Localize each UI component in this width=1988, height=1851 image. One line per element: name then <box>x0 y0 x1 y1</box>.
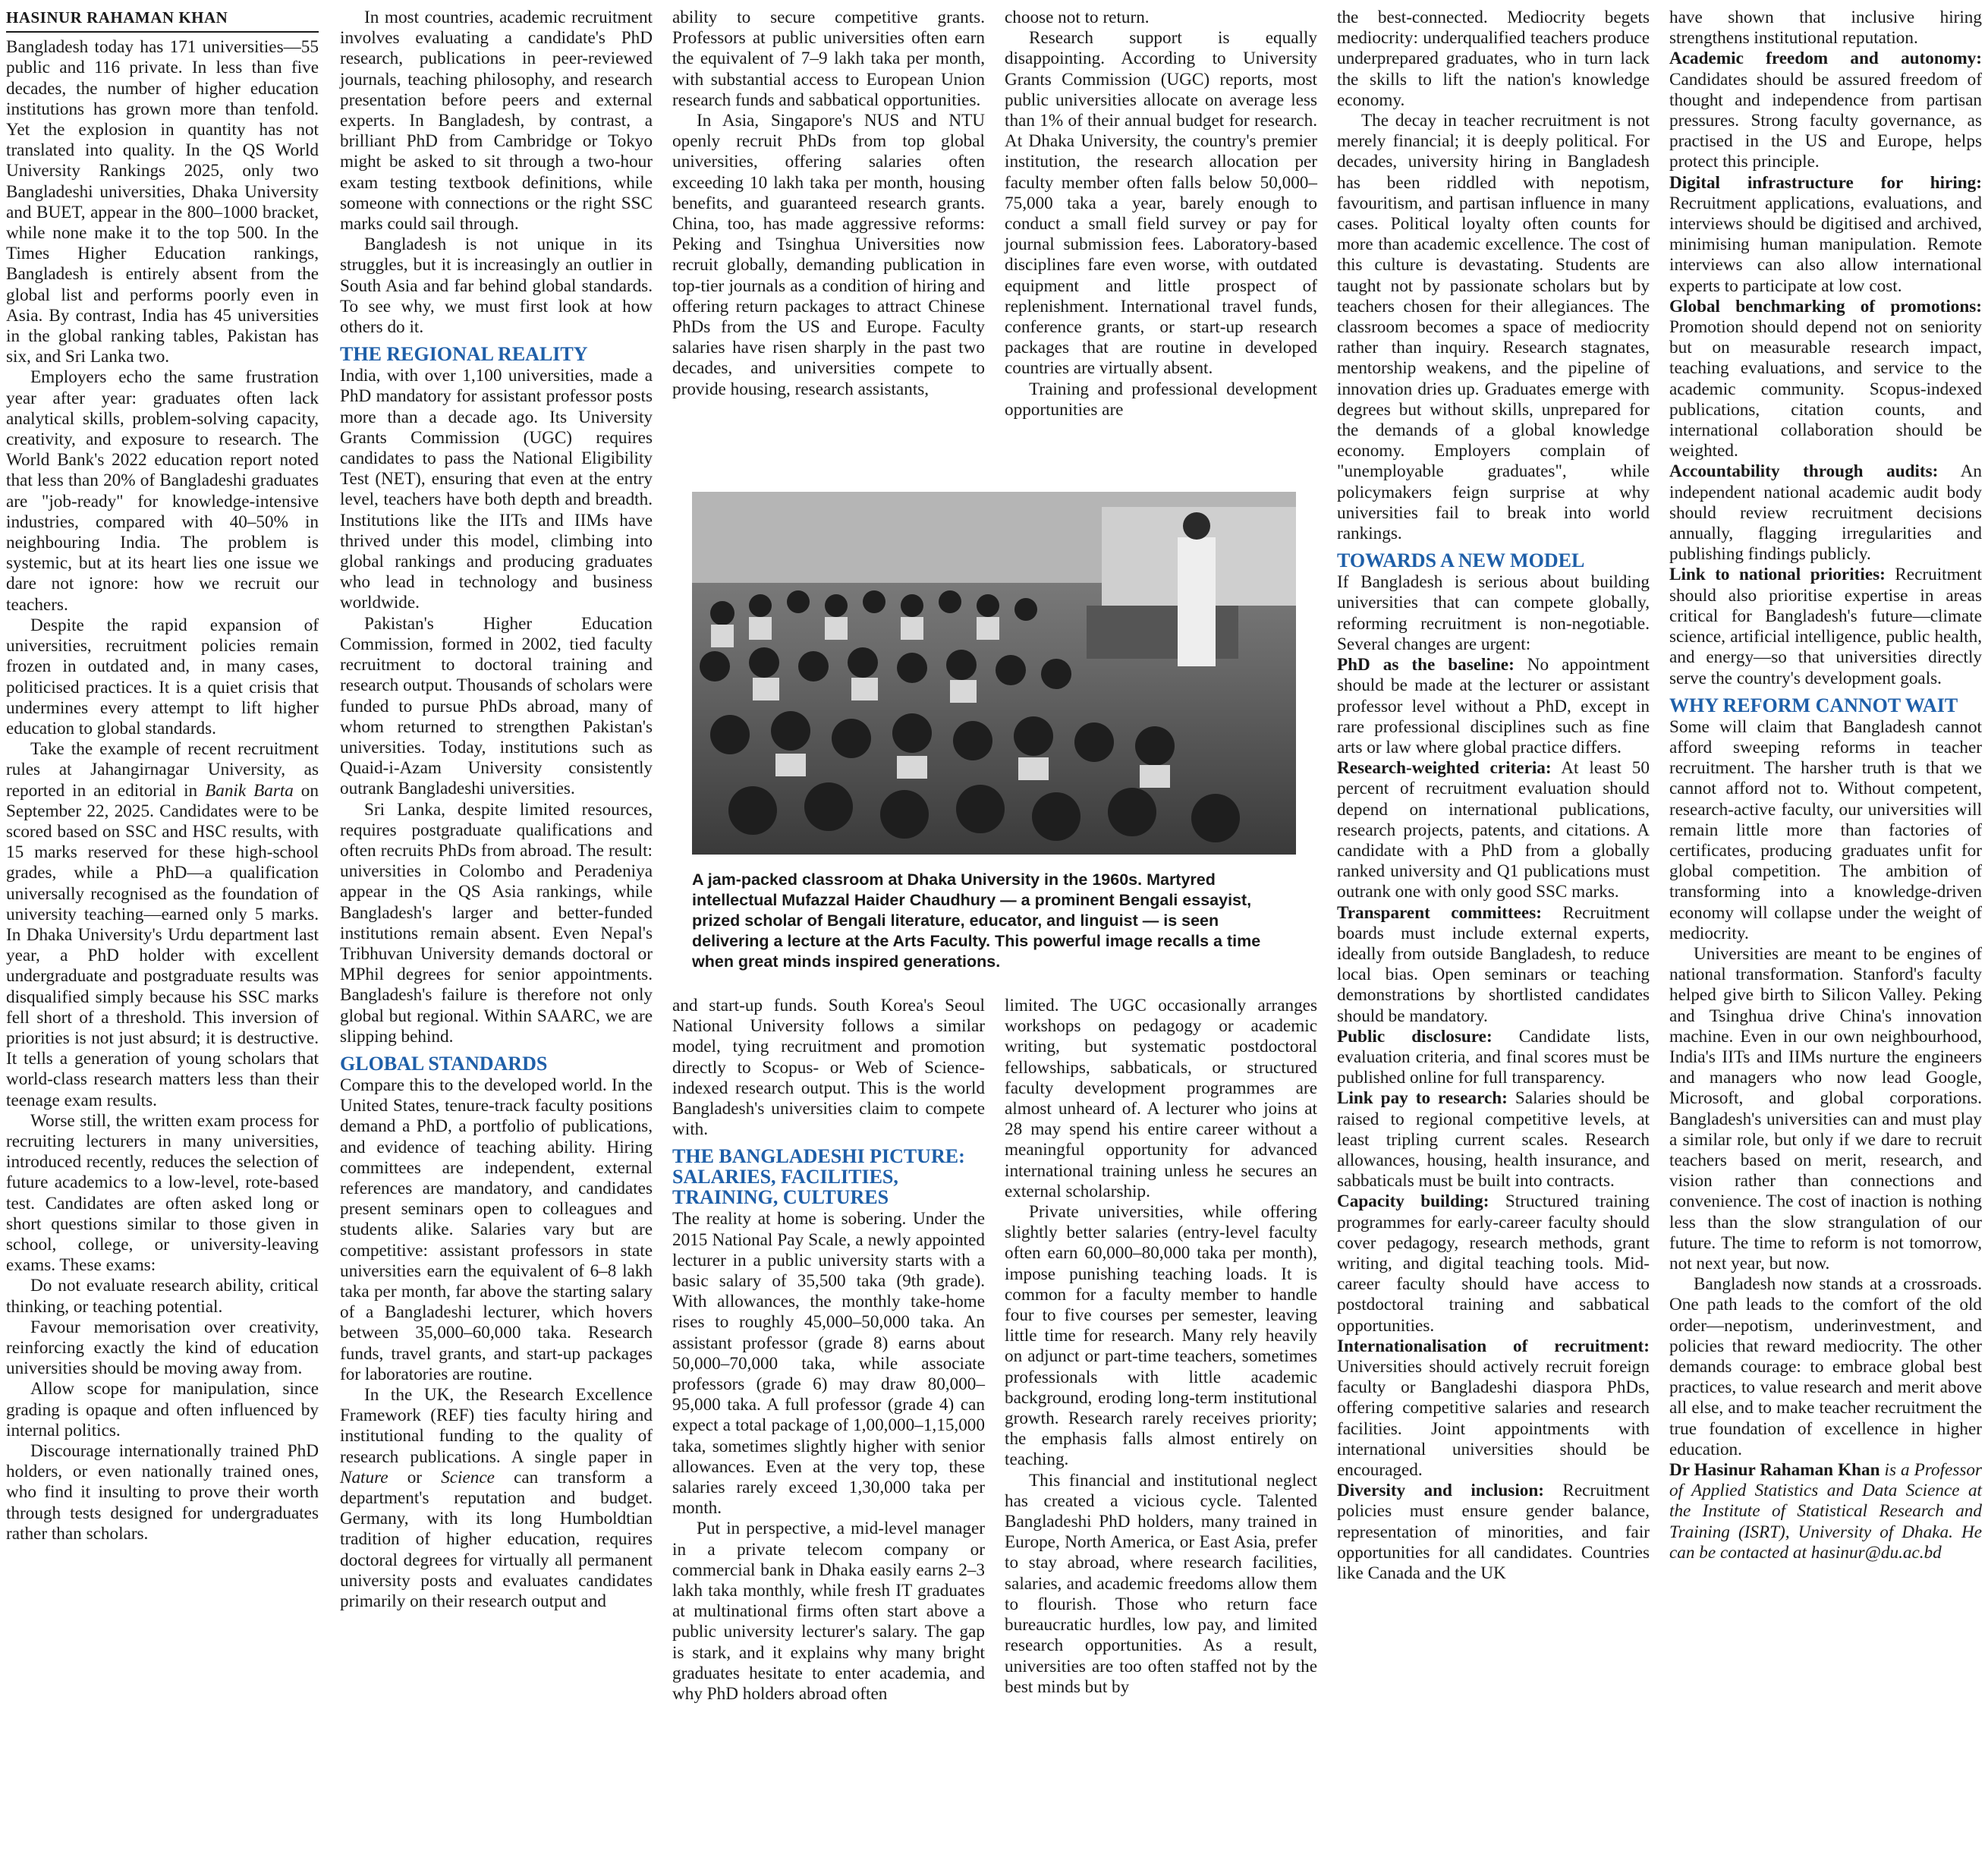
item-text: Candidates should be assured freedom of thought and independence from partisan pressures. Strong faculty governance, as practised in the US and Europe, helps protect this principle. <box>1669 69 1982 172</box>
item-lead: Capacity building: <box>1337 1192 1489 1212</box>
item-text: No appointment should be made at the lecturer or assistant professor level without a PhD, except in rare professional disciplines such as fine arts or law where global practice differs. <box>1337 655 1650 757</box>
item-lead: Digital infrastructure for hiring: <box>1669 172 1982 193</box>
item-lead: Accountability through audits: <box>1669 461 1939 482</box>
paragraph: Worse still, the written exam process for recruiting lecturers in many universities, introduced recently, reduces the selection of future academics to a low-level, rote-based test. Candidates are often asked long or short questions similar to those given in school, college, or university-leaving exams. These exams: <box>6 1110 319 1276</box>
byline: HASINUR RAHAMAN KHAN <box>6 8 319 33</box>
paragraph <box>6 739 319 1111</box>
paragraph: Research support is equally disappointing. According to University Grants Commission (UGC) reports, most public universities allocate on average less than 1% of their annual budget for research. At Dhaka University, the country's premier institution, the research allocation per faculty member often falls below 50,000–75,000 taka a year, barely enough to conduct a small field survey or pay for journal submission fees. Laboratory-based disciplines fare even worse, with outdated equipment and little prospect of replenishment. International travel funds, conference grants, or start-up research packages that are routine in developed countries are virtually absent. <box>1005 28 1317 379</box>
paragraph: Some will claim that Bangladesh cannot afford sweeping reforms in teacher recruitment. The harsher truth is that we cannot afford not to. Without competent, research-active faculty, our universities will remain little more than factories of certificates, producing graduates unfit for global competition. The ambition of transforming into a knowledge-driven economy will collapse under the weight of mediocrity. <box>1669 716 1982 943</box>
item-lead: Transparent committees: <box>1337 902 1542 923</box>
paragraph: Pakistan's Higher Education Commission, formed in 2002, tied faculty recruitment to doctoral training and research output. Thousands of scholars were funded to pursue PhDs abroad, many of whom returned to strengthen Pakistan's universities. Today, institutions such as Quaid-i-Azam University consistently outrank Bangladeshi universities. <box>340 613 653 799</box>
section-heading: GLOBAL STANDARDS <box>340 1052 548 1075</box>
list-item <box>1337 758 1650 902</box>
list-item <box>1337 1027 1650 1089</box>
paragraph: have shown that inclusive hiring strengthens institutional reputation. <box>1669 8 1982 49</box>
section-heading: THE BANGLADESHI PICTURE: SALARIES, FACILITIES, TRAINING, CULTURES <box>672 1145 965 1209</box>
column-3-bottom <box>672 996 985 1705</box>
paragraph: India, with over 1,100 universities, made a PhD mandatory for assistant professor posts more than a decade ago. Its University Grants Commission (UGC) requires candidates to pass the National Eligibility Test (NET), ensuring that even at the entry level, teachers have both depth and breadth. Institutions like the IITs and IIMs have thrived under this model, climbing into global rankings and producing graduates who lead in technology and business worldwide. <box>340 366 653 613</box>
list-item <box>1337 1088 1650 1192</box>
author-bio <box>1669 1460 1982 1563</box>
item-lead: PhD as the baseline: <box>1337 655 1515 675</box>
paragraph: limited. The UGC occasionally arranges workshops on pedagogy or academic writing, but systematic postdoctoral fellowships, sabbaticals, or structured faculty development programmes are almost unheard of. A lecturer who joins at 28 may spend his entire career without a meaningful opportunity for advanced international training unless he secures an external scholarship. <box>1005 996 1317 1201</box>
item-text: Recruitment applications, evaluations, and interviews should be digitised and archived, minimising human manipulation. Remote interviews can also allow international experts to participate at low cost. <box>1669 193 1982 296</box>
list-item <box>1337 903 1650 1027</box>
text-span: or <box>388 1467 442 1487</box>
column-4-top <box>1005 8 1317 420</box>
author-name: Dr Hasinur Rahaman Khan <box>1669 1460 1880 1481</box>
paragraph: ability to secure competitive grants. Professors at public universities often earn the equivalent of 7–9 lakh taka per month, with substantial access to European Union research funds and sabbatical opportunities. <box>672 8 985 110</box>
paragraph <box>340 1385 653 1612</box>
text-span: In the UK, the Research Excellence Framework (REF) ties faculty hiring and institutional funding to the quality of research publications. A single paper in <box>340 1385 653 1467</box>
paragraph: The decay in teacher recruitment is not merely financial; it is deeply political. For decades, university hiring in Bangladesh has been riddled with nepotism, favouritism, and partisan influence in many cases. Political loyalty often counts for more than academic excellence. The cost of this culture is devastating. Students are taught not by passionate scholars but by teachers chosen for their allegiances. The classroom becomes a space of mediocrity rather than inquiry. Research stagnates, mentorship weakens, and the pipeline of innovation dries up. Graduates emerge with degrees but without skills, unprepared for the demands of a global knowledge economy. Employers complain of "unemployable graduates", while policymakers feign surprise at why universities fail to break into world rankings. <box>1337 111 1650 544</box>
paragraph: the best-connected. Mediocrity begets mediocrity: underqualified teachers produce underprepared graduates, who in turn lack the skills to lift the nation's knowledge economy. <box>1337 8 1650 110</box>
journal-title: Science <box>441 1467 495 1487</box>
item-lead: Link pay to research: <box>1337 1088 1508 1109</box>
column-6 <box>1669 8 1982 1563</box>
list-item: Allow scope for manipulation, since grading is opaque and often influenced by internal politics. <box>6 1379 319 1440</box>
list-item <box>1337 1336 1650 1481</box>
paragraph: Private universities, while offering slightly better salaries (entry-level faculty often earn 60,000–80,000 taka per month), impose punishing teaching loads. It is common for a faculty member to handle four to five courses per semester, leaving little time for research. Many rely heavily on adjunct or part-time teachers, sometimes professionals with little academic background, eroding long-term institutional growth. Research rarely receives priority; the emphasis falls almost entirely on teaching. <box>1005 1202 1317 1470</box>
item-lead: Academic freedom and autonomy: <box>1669 49 1982 69</box>
list-item: Discourage internationally trained PhD holders, or even nationally trained ones, who find it insulting to prove their worth through tests designed for undergraduates rather than scholars. <box>6 1441 319 1544</box>
paragraph: Training and professional development opportunities are <box>1005 379 1317 420</box>
item-lead: Public disclosure: <box>1337 1026 1493 1047</box>
classroom-photo <box>692 492 1296 855</box>
text-span: on September 22, 2025. Candidates were to be scored based on SSC and HSC results, with 15 marks reserved for these high-school grades, while a PhD—a qualification universally recognised as the foundation of university teaching—earned only 5 marks. In Dhaka University's Urdu department last year, a PhD holder with excellent undergraduate and postgraduate results was disqualified simply because his SSC marks fell short of a threshold. This inversion of priorities is not just absurd; it is destructive. It tells a generation of young scholars that world-class research matters less than their teenage exam results. <box>6 780 319 1110</box>
paragraph: If Bangladesh is serious about building universities that can compete globally, reforming recruitment is non-negotiable. Several changes are urgent: <box>1337 572 1650 654</box>
column-3-top <box>672 8 985 400</box>
item-lead: Diversity and inclusion: <box>1337 1481 1544 1501</box>
list-item <box>1337 1481 1650 1584</box>
item-lead: Research-weighted criteria: <box>1337 758 1552 779</box>
item-text: Promotion should depend not on seniority but on measurable research impact, teaching evaluations, and service to the academic community. Scopus-indexed publications, citation counts, and international collaboration should be weighted. <box>1669 317 1982 461</box>
paragraph: Bangladesh is not unique in its struggles, but it is increasingly an outlier in South Asia and far behind global standards. To see why, we must first look at how others do it. <box>340 235 653 338</box>
item-lead: Link to national priorities: <box>1669 565 1886 585</box>
list-item <box>1669 49 1982 172</box>
text-span: can transform a department's reputation and budget. Germany, with its long Humboldtian tradition of higher education, requires doctoral degrees for virtually all permanent university posts and evaluates candidates primarily on their research output and <box>340 1467 653 1612</box>
column-2 <box>340 8 653 1612</box>
paragraph: Despite the rapid expansion of universities, recruitment policies remain frozen in outdated and, in many cases, politicised practices. It is a quiet crisis that undermines every attempt to lift higher education to global standards. <box>6 615 319 738</box>
item-text: Recruitment boards must include external experts, ideally from outside Bangladesh, to reduce local bias. Open seminars or teaching demonstrations by shortlisted candidates should be mandatory. <box>1337 902 1650 1026</box>
source-title: Banik Barta <box>205 780 294 801</box>
paragraph: Universities are meant to be engines of national transformation. Stanford's faculty helped give birth to Silicon Valley. Peking and Tsinghua drive China's innovation machine. Even in our own neighbourhood, India's IITs and IIMs nurture the engineers and managers who now lead Google, Microsoft, and global corporations. Bangladesh's universities can and must play a similar role, but only if we dare to recruit teachers based on merit, research, and vision rather than connections and convenience. The cost of inaction is nothing less than the slow strangulation of our future. The time to reform is not tomorrow, not next year, but now. <box>1669 943 1982 1273</box>
section-heading: WHY REFORM CANNOT WAIT <box>1669 694 1958 716</box>
item-text: Recruitment policies must ensure gender balance, representation of minorities, and fair opportunities for all candidates. Countries like Canada and the UK <box>1337 1481 1650 1584</box>
paragraph: Bangladesh today has 171 universities—55 public and 116 private. In less than five decades, the number of higher education institutions has grown more than tenfold. Yet the explosion in quantity has not translated into quality. In the QS World University Rankings 2025, only two Bangladeshi universities, Dhaka University and BUET, appear in the 800–1000 bracket, while none make it to the top 500. In the Times Higher Education rankings, Bangladesh is entirely absent from the global list and performs poorly even in Asia. By contrast, India has 45 universities in the global ranking tables, Pakistan has six, and Sri Lanka two. <box>6 37 319 367</box>
section-heading: THE REGIONAL REALITY <box>340 343 588 366</box>
list-item <box>1669 565 1982 688</box>
paragraph: Compare this to the developed world. In the United States, tenure-track faculty positions demand a PhD, a portfolio of publications, and evidence of teaching ability. Hiring committees are independent, external references are mandatory, and candidates present seminars open to colleagues and students alike. Salaries vary but are competitive: assistant professors in state universities earn the equivalent of 6–8 lakh taka per month, far above the starting salary of a Bangladeshi lecturer, which hovers between 35,000–60,000 taka. Research funds, travel grants, and start-up packages for laboratories are routine. <box>340 1075 653 1384</box>
author-bio-text: is a Professor of Applied Statistics and Data Science at the Institute of Statistical Research and Training (ISRT), University of Dhaka. He can be contacted at hasinur@du.ac.bd <box>1669 1460 1982 1563</box>
paragraph: The reality at home is sobering. Under the 2015 National Pay Scale, a newly appointed lecturer in a public university starts with a basic salary of 35,500 taka (9th grade). With allowances, the monthly take-home rises to roughly 45,000–50,000 taka. An assistant professor (grade 8) earns about 50,000–70,000 taka, while associate professors (grade 6) may draw 80,000–95,000 taka. A full professor (grade 4) can expect a total package of 1,00,000–1,15,000 taka, sometimes slightly higher with senior allowances. Even at the very top, these salaries rarely exceed 1,30,000 taka per month. <box>672 1209 985 1519</box>
paragraph: Sri Lanka, despite limited resources, requires postgraduate qualifications and often recruits PhDs from abroad. The result: universities in Colombo and Peradeniya appear in the QS Asia rankings, while Bangladesh's larger and better-funded institutions remain absent. Even Nepal's Tribhuvan University demands doctoral or MPhil degrees for senior appointments. Bangladesh's failure is therefore not only global but regional. Within SAARC, we are slipping behind. <box>340 799 653 1047</box>
column-1 <box>6 8 319 1544</box>
paragraph: choose not to return. <box>1005 8 1150 27</box>
list-item: Favour memorisation over creativity, reinforcing exactly the kind of education universities should be moving away from. <box>6 1317 319 1379</box>
text-span: Take the example of recent recruitment rules at Jahangirnagar University, as reported in an editorial in <box>6 739 319 801</box>
list-item <box>1669 461 1982 565</box>
list-item <box>1337 1192 1650 1336</box>
item-text: Salaries should be raised to regional competitive levels, at least tripling current scales. Research allowances, housing, health insurance, and sabbaticals must be built into contracts. <box>1337 1088 1650 1192</box>
journal-title: Nature <box>340 1467 388 1487</box>
item-lead: Internationalisation of recruitment: <box>1337 1336 1650 1356</box>
column-4-bottom <box>1005 996 1317 1698</box>
item-lead: Global benchmarking of promotions: <box>1669 296 1982 316</box>
photo-caption: A jam-packed classroom at Dhaka University in the 1960s. Martyred intellectual Mufazzal Haider Chaudhury — a prominent Bengali essayist, prized scholar of Bengali literature, educator, and linguist — is seen delivering a lecture at the Arts Faculty. This powerful image recalls a time when great minds inspired generations. <box>692 870 1261 971</box>
list-item <box>1669 173 1982 297</box>
paragraph: Put in perspective, a mid-level manager in a private telecom company or commercial bank in Dhaka easily earns 2–3 lakh taka monthly, while fresh IT graduates at multinational firms often start above a public university lecturer's salary. The gap is stark, and it explains why many bright graduates hesitate to enter academia, and why PhD holders abroad often <box>672 1519 985 1705</box>
paragraph: In Asia, Singapore's NUS and NTU openly recruit PhDs from top global universities, offering salaries often exceeding 10 lakh taka per month, housing benefits, and guaranteed research grants. China, too, has made aggressive reforms: Peking and Tsinghua Universities now recruit globally, demanding publication in top-tier journals as a condition of hiring and offering return packages to attract Chinese PhDs from the US and Europe. Faculty salaries have risen sharply in the past two decades, and universities compete to provide housing, research assistants, <box>672 111 985 399</box>
item-text: At least 50 percent of recruitment evaluation should depend on international publications, research projects, patents, and citations. A candidate with a PhD from a globally ranked university and Q1 publications must outrank one with only good SSC marks. <box>1337 758 1650 902</box>
paragraph: Employers echo the same frustration year after year: graduates often lack analytical skills, problem-solving capacity, creativity, and exposure to research. The World Bank's 2022 education report noted that less than 20% of Bangladeshi graduates are "job-ready" for knowledge-intensive industries, compared with 40–50% in neighbouring India. The problem is systemic, but at its heart lies one issue we dare not ignore: how we recruit our teachers. <box>6 367 319 615</box>
paragraph: This financial and institutional neglect has created a vicious cycle. Talented Bangladeshi PhD holders, many trained in Europe, North America, or East Asia, prefer to stay abroad, where research facilities, salaries, and academic freedoms allow them to flourish. Those who return face bureaucratic hurdles, low pay, and limited research opportunities. As a result, universities are too often staffed not by the best minds but by <box>1005 1470 1317 1697</box>
list-item: Do not evaluate research ability, critical thinking, or teaching potential. <box>6 1276 319 1317</box>
item-text: An independent national academic audit body should review recruitment decisions annually, flagging irregularities and publishing findings publicly. <box>1669 461 1982 565</box>
item-text: Recruitment should also prioritise expertise in areas critical for Bangladesh's future—climate science, artificial intelligence, public health, and energy—so that universities directly serve the country's development goals. <box>1669 565 1982 688</box>
list-item <box>1337 655 1650 758</box>
list-item <box>1669 297 1982 462</box>
column-5 <box>1337 8 1650 1584</box>
item-text: Candidate lists, evaluation criteria, and final scores must be published online for full transparency. <box>1337 1026 1650 1088</box>
paragraph: and start-up funds. South Korea's Seoul National University follows a similar model, tying recruitment and promotion directly to Scopus- or Web of Science-indexed research output. This is the world Bangladesh's universities claim to compete with. <box>672 996 985 1140</box>
section-heading: TOWARDS A NEW MODEL <box>1337 549 1585 572</box>
item-text: Structured training programmes for early-career faculty should cover pedagogy, research methods, grant writing, and digital teaching tools. Mid-career faculty should have access to postdoctoral training and sabbatical opportunities. <box>1337 1192 1650 1336</box>
paragraph: Bangladesh now stands at a crossroads. One path leads to the comfort of the old order—nepotism, underinvestment, and policies that reward mediocrity. The other demands courage: to embrace global best practices, to value research and merit above all else, and to make teacher recruitment the true foundation of excellence in higher education. <box>1669 1274 1982 1459</box>
item-text: Universities should actively recruit foreign faculty or Bangladeshi diaspora PhDs, offering competitive salaries and research facilities. Joint appointments with international universities should be encouraged. <box>1337 1357 1650 1481</box>
paragraph: In most countries, academic recruitment involves evaluating a candidate's PhD research, publications in peer-reviewed journals, teaching philosophy, and research presentation before peers and external experts. In Bangladesh, by contrast, a brilliant PhD from Cambridge or Tokyo might be asked to sit through a two-hour exam testing textbook definitions, while someone with connections or the right SSC marks could sail through. <box>340 8 653 235</box>
